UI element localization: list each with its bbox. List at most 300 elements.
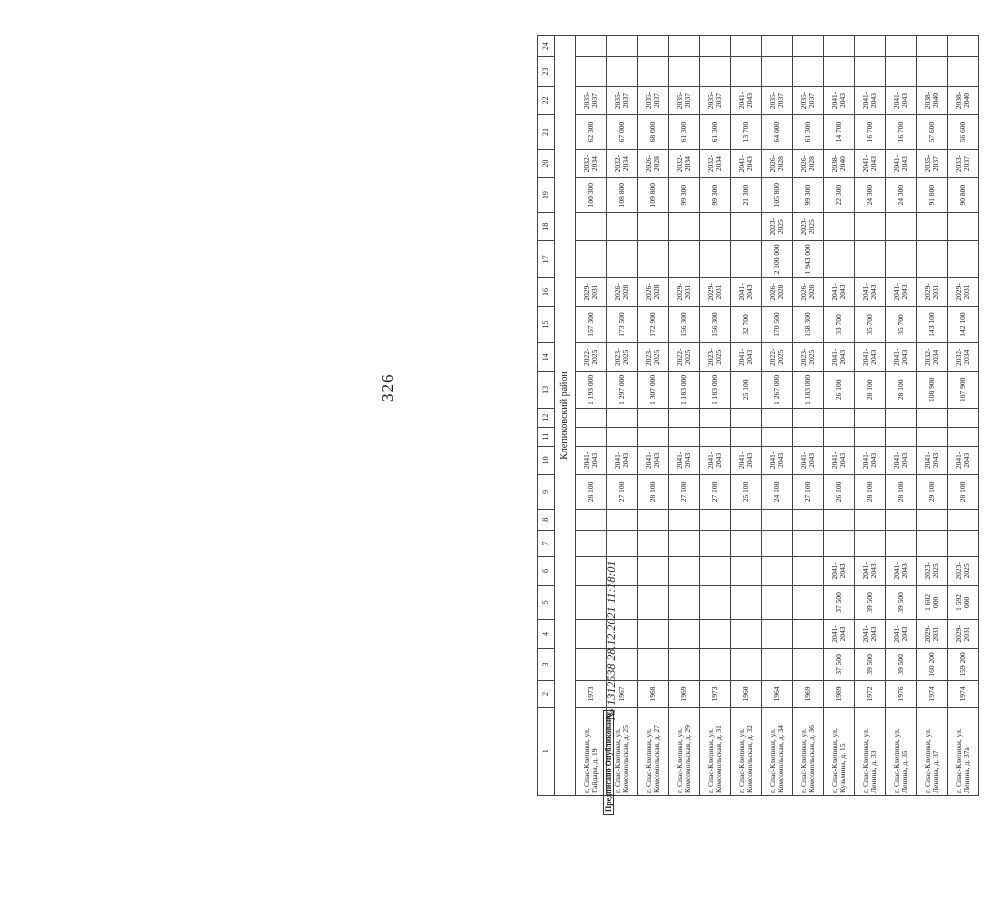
cell xyxy=(638,585,669,620)
column-number: 22 xyxy=(538,86,555,114)
build-year: 1973 xyxy=(576,681,607,707)
cell: 28 100 xyxy=(855,475,886,510)
cell: 159 200 xyxy=(948,648,979,681)
district-name: Клепиковский район xyxy=(555,36,576,796)
cell xyxy=(824,509,855,530)
cell xyxy=(576,585,607,620)
cell: 2041-2043 xyxy=(731,343,762,371)
cell: 2041-2043 xyxy=(576,446,607,474)
cell: 108 900 xyxy=(917,371,948,408)
cell: 2026-2028 xyxy=(762,149,793,177)
cell xyxy=(700,620,731,648)
cell: 2032-2034 xyxy=(669,149,700,177)
cell: 1 267 000 xyxy=(762,371,793,408)
cell xyxy=(824,408,855,427)
cell: 2026-2028 xyxy=(638,278,669,306)
cell xyxy=(793,620,824,648)
document-number: № 1312538 28.12.2021 11:18:01 xyxy=(604,560,618,720)
cell xyxy=(824,427,855,446)
cell xyxy=(886,241,917,278)
cell xyxy=(576,620,607,648)
cell: 2041-2043 xyxy=(793,446,824,474)
cell: 28 100 xyxy=(886,475,917,510)
cell: 2041-2043 xyxy=(886,86,917,114)
cell xyxy=(576,427,607,446)
cell: 2033-2037 xyxy=(948,149,979,177)
cell: 2041-2043 xyxy=(731,278,762,306)
cell xyxy=(731,427,762,446)
cell: 37 500 xyxy=(824,585,855,620)
cell: 2041-2043 xyxy=(886,149,917,177)
cell: 2041-2043 xyxy=(855,149,886,177)
cell xyxy=(855,241,886,278)
cell xyxy=(762,408,793,427)
cell xyxy=(669,427,700,446)
cell xyxy=(638,427,669,446)
cell xyxy=(886,427,917,446)
cell: 157 300 xyxy=(576,306,607,343)
cell: 2023-2025 xyxy=(762,213,793,241)
cell xyxy=(793,530,824,556)
cell: 2032-2034 xyxy=(948,343,979,371)
cell: 27 100 xyxy=(700,475,731,510)
cell: 2041-2043 xyxy=(948,446,979,474)
cell: 39 500 xyxy=(855,648,886,681)
cell: 2035-2037 xyxy=(576,86,607,114)
cell xyxy=(700,57,731,86)
cell xyxy=(638,408,669,427)
cell: 2041-2043 xyxy=(855,446,886,474)
building-address: г. Спас-Клепики, ул. Гайдара, д. 19 xyxy=(576,707,607,795)
cell: 2029-2031 xyxy=(948,278,979,306)
cell xyxy=(700,585,731,620)
cell: 2041-2043 xyxy=(669,446,700,474)
cell: 143 100 xyxy=(917,306,948,343)
cell: 173 500 xyxy=(607,306,638,343)
build-year: 1967 xyxy=(607,681,638,707)
cell: 2026-2028 xyxy=(793,278,824,306)
cell: 2038-2040 xyxy=(948,86,979,114)
page-number: 326 xyxy=(378,373,397,402)
cell xyxy=(638,57,669,86)
cell: 2041-2043 xyxy=(731,446,762,474)
cell: 2041-2043 xyxy=(886,278,917,306)
column-number: 12 xyxy=(538,408,555,427)
cell: 39 500 xyxy=(855,585,886,620)
cell xyxy=(638,530,669,556)
cell: 2035-2037 xyxy=(669,86,700,114)
cell xyxy=(700,509,731,530)
cell: 2041-2043 xyxy=(762,446,793,474)
cell xyxy=(886,530,917,556)
cell xyxy=(607,36,638,57)
cell xyxy=(607,213,638,241)
cell: 57 600 xyxy=(917,115,948,150)
cell: 35 700 xyxy=(886,306,917,343)
cell xyxy=(638,557,669,585)
cell xyxy=(638,36,669,57)
cell xyxy=(669,585,700,620)
cell: 2041-2043 xyxy=(917,446,948,474)
cell xyxy=(669,213,700,241)
cell: 2041-2043 xyxy=(886,557,917,585)
cell xyxy=(762,530,793,556)
cell xyxy=(731,585,762,620)
cell: 1 183 000 xyxy=(793,371,824,408)
cell xyxy=(700,648,731,681)
cell: 22 300 xyxy=(824,178,855,213)
cell xyxy=(824,57,855,86)
cell xyxy=(669,557,700,585)
cell xyxy=(917,57,948,86)
cell xyxy=(731,557,762,585)
cell xyxy=(669,408,700,427)
cell: 56 600 xyxy=(948,115,979,150)
cell: 16 700 xyxy=(855,115,886,150)
cell: 2041-2043 xyxy=(824,557,855,585)
cell xyxy=(576,530,607,556)
cell: 2032-2034 xyxy=(700,149,731,177)
cell: 160 200 xyxy=(917,648,948,681)
column-number: 19 xyxy=(538,178,555,213)
cell xyxy=(607,530,638,556)
cell: 2023-2025 xyxy=(638,343,669,371)
cell: 24 300 xyxy=(855,178,886,213)
column-number: 14 xyxy=(538,343,555,371)
cell xyxy=(793,509,824,530)
cell xyxy=(917,36,948,57)
cell: 2041-2043 xyxy=(731,149,762,177)
cell xyxy=(700,36,731,57)
building-address: г. Спас-Клепики, ул. Комсомольская, д. 34 xyxy=(762,707,793,795)
cell xyxy=(948,57,979,86)
building-address: г. Спас-Клепики, ул. Комсомольская, д. 25 xyxy=(607,707,638,795)
cell xyxy=(855,213,886,241)
publication-stamp xyxy=(604,711,613,816)
cell xyxy=(855,36,886,57)
cell xyxy=(886,213,917,241)
cell xyxy=(855,530,886,556)
cell xyxy=(762,427,793,446)
cell: 100 300 xyxy=(576,178,607,213)
cell: 67 000 xyxy=(607,115,638,150)
table-row xyxy=(669,36,700,796)
building-address: г. Спас-Клепики, ул. Ленина, д. 37а xyxy=(948,707,979,795)
table-row xyxy=(793,36,824,796)
cell: 26 100 xyxy=(824,371,855,408)
cell xyxy=(917,408,948,427)
cell xyxy=(576,408,607,427)
cell: 158 300 xyxy=(793,306,824,343)
cell: 24 300 xyxy=(886,178,917,213)
cell xyxy=(669,648,700,681)
cell: 2029-2031 xyxy=(948,620,979,648)
cell: 109 800 xyxy=(638,178,669,213)
build-year: 1960 xyxy=(731,681,762,707)
cell xyxy=(576,57,607,86)
build-year: 1972 xyxy=(855,681,886,707)
cell xyxy=(576,557,607,585)
cell xyxy=(700,530,731,556)
cell xyxy=(731,241,762,278)
table-row xyxy=(700,36,731,796)
cell: 28 100 xyxy=(855,371,886,408)
cell: 28 100 xyxy=(576,475,607,510)
cell xyxy=(855,509,886,530)
cell: 2026-2028 xyxy=(793,149,824,177)
cell: 2022-2025 xyxy=(576,343,607,371)
cell: 156 300 xyxy=(700,306,731,343)
cell: 2029-2031 xyxy=(669,278,700,306)
cell: 99 300 xyxy=(669,178,700,213)
cell: 39 500 xyxy=(886,648,917,681)
cell xyxy=(731,36,762,57)
building-address: г. Спас-Клепики, ул. Ленина, д. 37 xyxy=(917,707,948,795)
cell: 2041-2043 xyxy=(700,446,731,474)
cell: 27 100 xyxy=(607,475,638,510)
cell: 28 100 xyxy=(886,371,917,408)
cell: 1 602 000 xyxy=(917,585,948,620)
cell: 2041-2043 xyxy=(638,446,669,474)
cell xyxy=(700,427,731,446)
cell: 2041-2043 xyxy=(824,343,855,371)
cell: 172 900 xyxy=(638,306,669,343)
cell xyxy=(917,530,948,556)
build-year: 1976 xyxy=(886,681,917,707)
column-number: 2 xyxy=(538,681,555,707)
cell: 24 100 xyxy=(762,475,793,510)
cell xyxy=(886,36,917,57)
cell xyxy=(886,57,917,86)
cell: 2041-2043 xyxy=(886,620,917,648)
cell xyxy=(731,57,762,86)
cell xyxy=(762,36,793,57)
cell: 2023-2025 xyxy=(917,557,948,585)
column-number: 5 xyxy=(538,585,555,620)
cell xyxy=(669,509,700,530)
cell xyxy=(607,241,638,278)
cell xyxy=(886,509,917,530)
cell xyxy=(731,213,762,241)
cell: 2029-2031 xyxy=(576,278,607,306)
cell: 61 300 xyxy=(793,115,824,150)
column-number: 16 xyxy=(538,278,555,306)
cell: 2023-2025 xyxy=(948,557,979,585)
cell xyxy=(793,36,824,57)
cell xyxy=(948,509,979,530)
table-row xyxy=(762,36,793,796)
cell: 28 100 xyxy=(638,475,669,510)
cell xyxy=(638,241,669,278)
cell: 1 193 000 xyxy=(576,371,607,408)
cell xyxy=(762,509,793,530)
cell: 2029-2031 xyxy=(700,278,731,306)
cell: 2023-2025 xyxy=(607,343,638,371)
cell xyxy=(576,509,607,530)
cell: 2041-2043 xyxy=(855,620,886,648)
column-number-row xyxy=(538,36,555,796)
cell xyxy=(793,408,824,427)
cell: 142 100 xyxy=(948,306,979,343)
column-number: 3 xyxy=(538,648,555,681)
cell: 2041-2043 xyxy=(855,343,886,371)
cell: 25 100 xyxy=(731,475,762,510)
cell xyxy=(948,530,979,556)
build-year: 1973 xyxy=(700,681,731,707)
cell xyxy=(669,57,700,86)
cell xyxy=(855,57,886,86)
cell xyxy=(731,509,762,530)
cell: 2023-2025 xyxy=(793,213,824,241)
cell xyxy=(638,620,669,648)
table-row xyxy=(638,36,669,796)
cell xyxy=(855,408,886,427)
cell xyxy=(700,213,731,241)
cell: 2029-2031 xyxy=(917,620,948,648)
cell: 2041-2043 xyxy=(824,620,855,648)
cell: 2026-2028 xyxy=(762,278,793,306)
cell: 108 800 xyxy=(607,178,638,213)
building-address: г. Спас-Клепики, ул. Комсомольская, д. 27 xyxy=(638,707,669,795)
cell: 25 100 xyxy=(731,371,762,408)
cell: 1 297 000 xyxy=(607,371,638,408)
cell: 156 300 xyxy=(669,306,700,343)
cell xyxy=(917,213,948,241)
cell xyxy=(607,509,638,530)
column-number: 1 xyxy=(538,707,555,795)
cell: 2041-2043 xyxy=(886,446,917,474)
cell: 2041-2043 xyxy=(607,446,638,474)
cell xyxy=(731,408,762,427)
cell xyxy=(607,427,638,446)
cell: 62 300 xyxy=(576,115,607,150)
cell: 2041-2043 xyxy=(731,86,762,114)
cell: 64 000 xyxy=(762,115,793,150)
column-number: 15 xyxy=(538,306,555,343)
cell xyxy=(731,620,762,648)
cell: 2023-2025 xyxy=(700,343,731,371)
cell xyxy=(855,427,886,446)
cell: 2026-2028 xyxy=(638,149,669,177)
cell xyxy=(824,241,855,278)
cell xyxy=(607,408,638,427)
table-row xyxy=(824,36,855,796)
cell: 2035-2037 xyxy=(762,86,793,114)
cell: 37 500 xyxy=(824,648,855,681)
cell: 2035-2037 xyxy=(607,86,638,114)
cell: 91 800 xyxy=(917,178,948,213)
cell xyxy=(948,241,979,278)
cell: 28 100 xyxy=(948,475,979,510)
cell xyxy=(731,648,762,681)
cell xyxy=(638,509,669,530)
cell xyxy=(731,530,762,556)
cell: 170 500 xyxy=(762,306,793,343)
cell xyxy=(824,36,855,57)
building-address: г. Спас-Клепики, ул. Комсомольская, д. 36 xyxy=(793,707,824,795)
table-row xyxy=(886,36,917,796)
column-number: 9 xyxy=(538,475,555,510)
cell: 33 700 xyxy=(824,306,855,343)
table-row xyxy=(948,36,979,796)
cell xyxy=(669,241,700,278)
district-row xyxy=(555,36,576,796)
cell: 2041-2043 xyxy=(855,557,886,585)
cell: 2038-2040 xyxy=(917,86,948,114)
column-number: 20 xyxy=(538,149,555,177)
column-number: 23 xyxy=(538,57,555,86)
cell: 2022-2025 xyxy=(669,343,700,371)
cell xyxy=(793,427,824,446)
build-year: 1968 xyxy=(638,681,669,707)
cell: 29 100 xyxy=(917,475,948,510)
column-number: 18 xyxy=(538,213,555,241)
cell: 21 300 xyxy=(731,178,762,213)
build-year: 1974 xyxy=(948,681,979,707)
cell: 2029-2031 xyxy=(917,278,948,306)
cell: 2035-2037 xyxy=(700,86,731,114)
cell: 105 800 xyxy=(762,178,793,213)
column-number: 13 xyxy=(538,371,555,408)
cell: 2023-2025 xyxy=(793,343,824,371)
cell: 2041-2043 xyxy=(855,86,886,114)
cell: 1 592 000 xyxy=(948,585,979,620)
cell: 2026-2028 xyxy=(607,278,638,306)
build-year: 1989 xyxy=(824,681,855,707)
column-number: 10 xyxy=(538,446,555,474)
cell xyxy=(669,36,700,57)
cell xyxy=(948,36,979,57)
cell: 68 000 xyxy=(638,115,669,150)
cell xyxy=(762,648,793,681)
cell: 1 307 000 xyxy=(638,371,669,408)
column-number: 4 xyxy=(538,620,555,648)
cell: 2035-2037 xyxy=(793,86,824,114)
cell xyxy=(948,213,979,241)
cell xyxy=(948,427,979,446)
column-number: 8 xyxy=(538,509,555,530)
cell xyxy=(762,620,793,648)
cell: 2041-2043 xyxy=(824,446,855,474)
cell: 2032-2034 xyxy=(607,149,638,177)
cell: 27 100 xyxy=(793,475,824,510)
column-number: 7 xyxy=(538,530,555,556)
cell: 2038-2040 xyxy=(824,149,855,177)
cell xyxy=(607,57,638,86)
cell: 90 800 xyxy=(948,178,979,213)
cell xyxy=(762,585,793,620)
cell: 2041-2043 xyxy=(886,343,917,371)
column-number: 6 xyxy=(538,557,555,585)
cell xyxy=(576,213,607,241)
cell xyxy=(793,585,824,620)
cell: 2032-2034 xyxy=(917,343,948,371)
building-address: г. Спас-Клепики, ул. Ленина, д. 33 xyxy=(855,707,886,795)
table-row xyxy=(731,36,762,796)
cell xyxy=(917,509,948,530)
cell xyxy=(669,620,700,648)
cell: 2 100 000 xyxy=(762,241,793,278)
build-year: 1969 xyxy=(669,681,700,707)
cell xyxy=(793,557,824,585)
building-address: г. Спас-Клепики, ул. Комсомольская, д. 31 xyxy=(700,707,731,795)
cell xyxy=(576,648,607,681)
cell: 16 700 xyxy=(886,115,917,150)
cell xyxy=(762,557,793,585)
cell xyxy=(793,57,824,86)
cell xyxy=(700,557,731,585)
cell: 32 700 xyxy=(731,306,762,343)
